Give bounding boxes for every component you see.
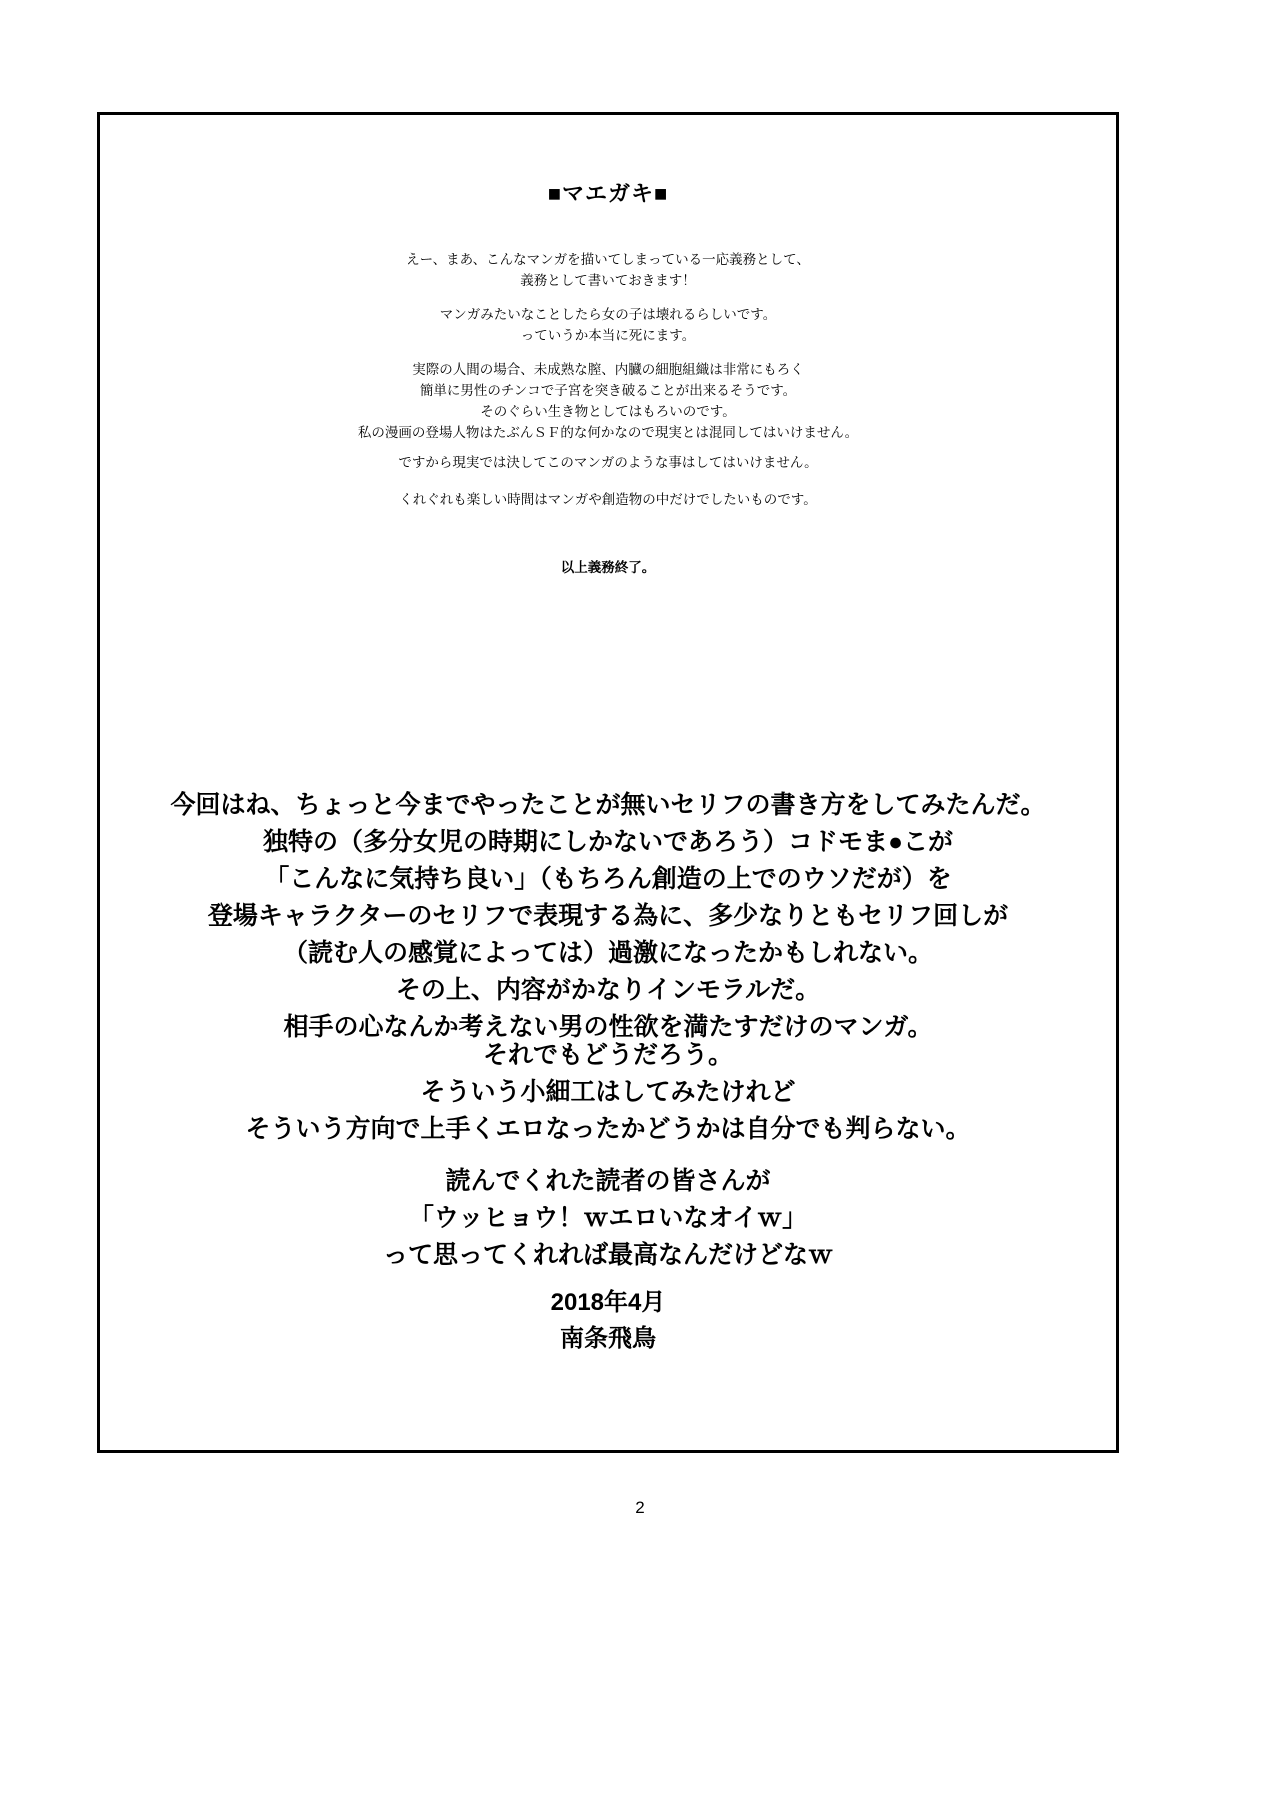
preface-line: っていうか本当に死にます。 [520, 327, 696, 343]
preface-line: マンガみたいなことしたら女の子は壊れるらしいです。 [439, 307, 777, 322]
content-frame [97, 112, 1119, 1453]
frame-inner [100, 115, 1116, 1450]
signature-block [100, 1285, 1116, 1356]
preface-closing [100, 558, 1116, 579]
preface-paragraph-1 [100, 250, 1116, 292]
preface-line: 私の漫画の登場人物はたぶんＳＦ的な何かなので現実とは混同してはいけません。 [357, 424, 859, 440]
afterword-paragraph-2 [100, 1037, 1116, 1148]
preface-line: ですから現実では決してこのマンガのような事はしてはいけません。 [398, 455, 818, 470]
afterword-paragraph-1 [100, 787, 1116, 1046]
afterword-line: 「ウッヒョウ！ｗエロいなオイｗ」 [408, 1204, 808, 1232]
afterword-paragraph-3 [100, 1163, 1116, 1274]
page-title: ■マエガキ■ [547, 181, 669, 206]
preface-paragraph-2 [100, 305, 1116, 347]
preface-line: 実際の人間の場合、未成熟な膣、内臓の細胞組織は非常にもろく [412, 362, 804, 377]
afterword-line: 独特の（多分女児の時期にしかないであろう）コドモま●こが [262, 828, 954, 856]
afterword-line: 相手の心なんか考えない男の性欲を満たすだけのマンガ。 [283, 1013, 933, 1041]
preface-line: 義務として書いておきます！ [520, 272, 696, 288]
afterword-line: 今回はね、ちょっと今までやったことが無いセリフの書き方をしてみたんだ。 [170, 791, 1046, 819]
afterword-line: そういう方向で上手くエロなったかどうかは自分でも判らない。 [245, 1115, 971, 1143]
preface-line: 簡単に男性のチンコで子宮を突き破ることが出来るそうです。 [419, 382, 797, 398]
preface-paragraph-5 [100, 490, 1116, 511]
preface-line: くれぐれも楽しい時間はマンガや創造物の中だけでしたいものです。 [399, 492, 817, 507]
afterword-line: 「こんなに気持ち良い」（もちろん創造の上でのウソだが）を [264, 865, 952, 893]
afterword-line: そういう小細工はしてみたけれど [420, 1078, 796, 1106]
preface-line: そのぐらい生き物としてはもろいのです。 [480, 403, 736, 419]
preface-line: えー、まあ、こんなマンガを描いてしまっている一応義務として、 [406, 252, 810, 267]
afterword-line: それでもどうだろう。 [482, 1041, 733, 1069]
afterword-line: その上、内容がかなりインモラルだ。 [395, 976, 821, 1004]
page-number: 2 [635, 1498, 645, 1517]
afterword-line: 読んでくれた読者の皆さんが [445, 1167, 771, 1195]
afterword-line: 登場キャラクターのセリフで表現する為に、多少なりともセリフ回しが [207, 902, 1009, 930]
preface-line: 以上義務終了。 [560, 560, 656, 575]
preface-paragraph-4 [100, 453, 1116, 474]
preface-paragraph-3 [100, 360, 1116, 444]
afterword-line: （読む人の感覚によっては）過激になったかもしれない。 [282, 939, 933, 967]
afterword-line: って思ってくれれば最高なんだけどなｗ [382, 1241, 833, 1269]
signature-author: 南条飛鳥 [560, 1324, 656, 1352]
signature-date: 2018年4月 [550, 1289, 666, 1316]
